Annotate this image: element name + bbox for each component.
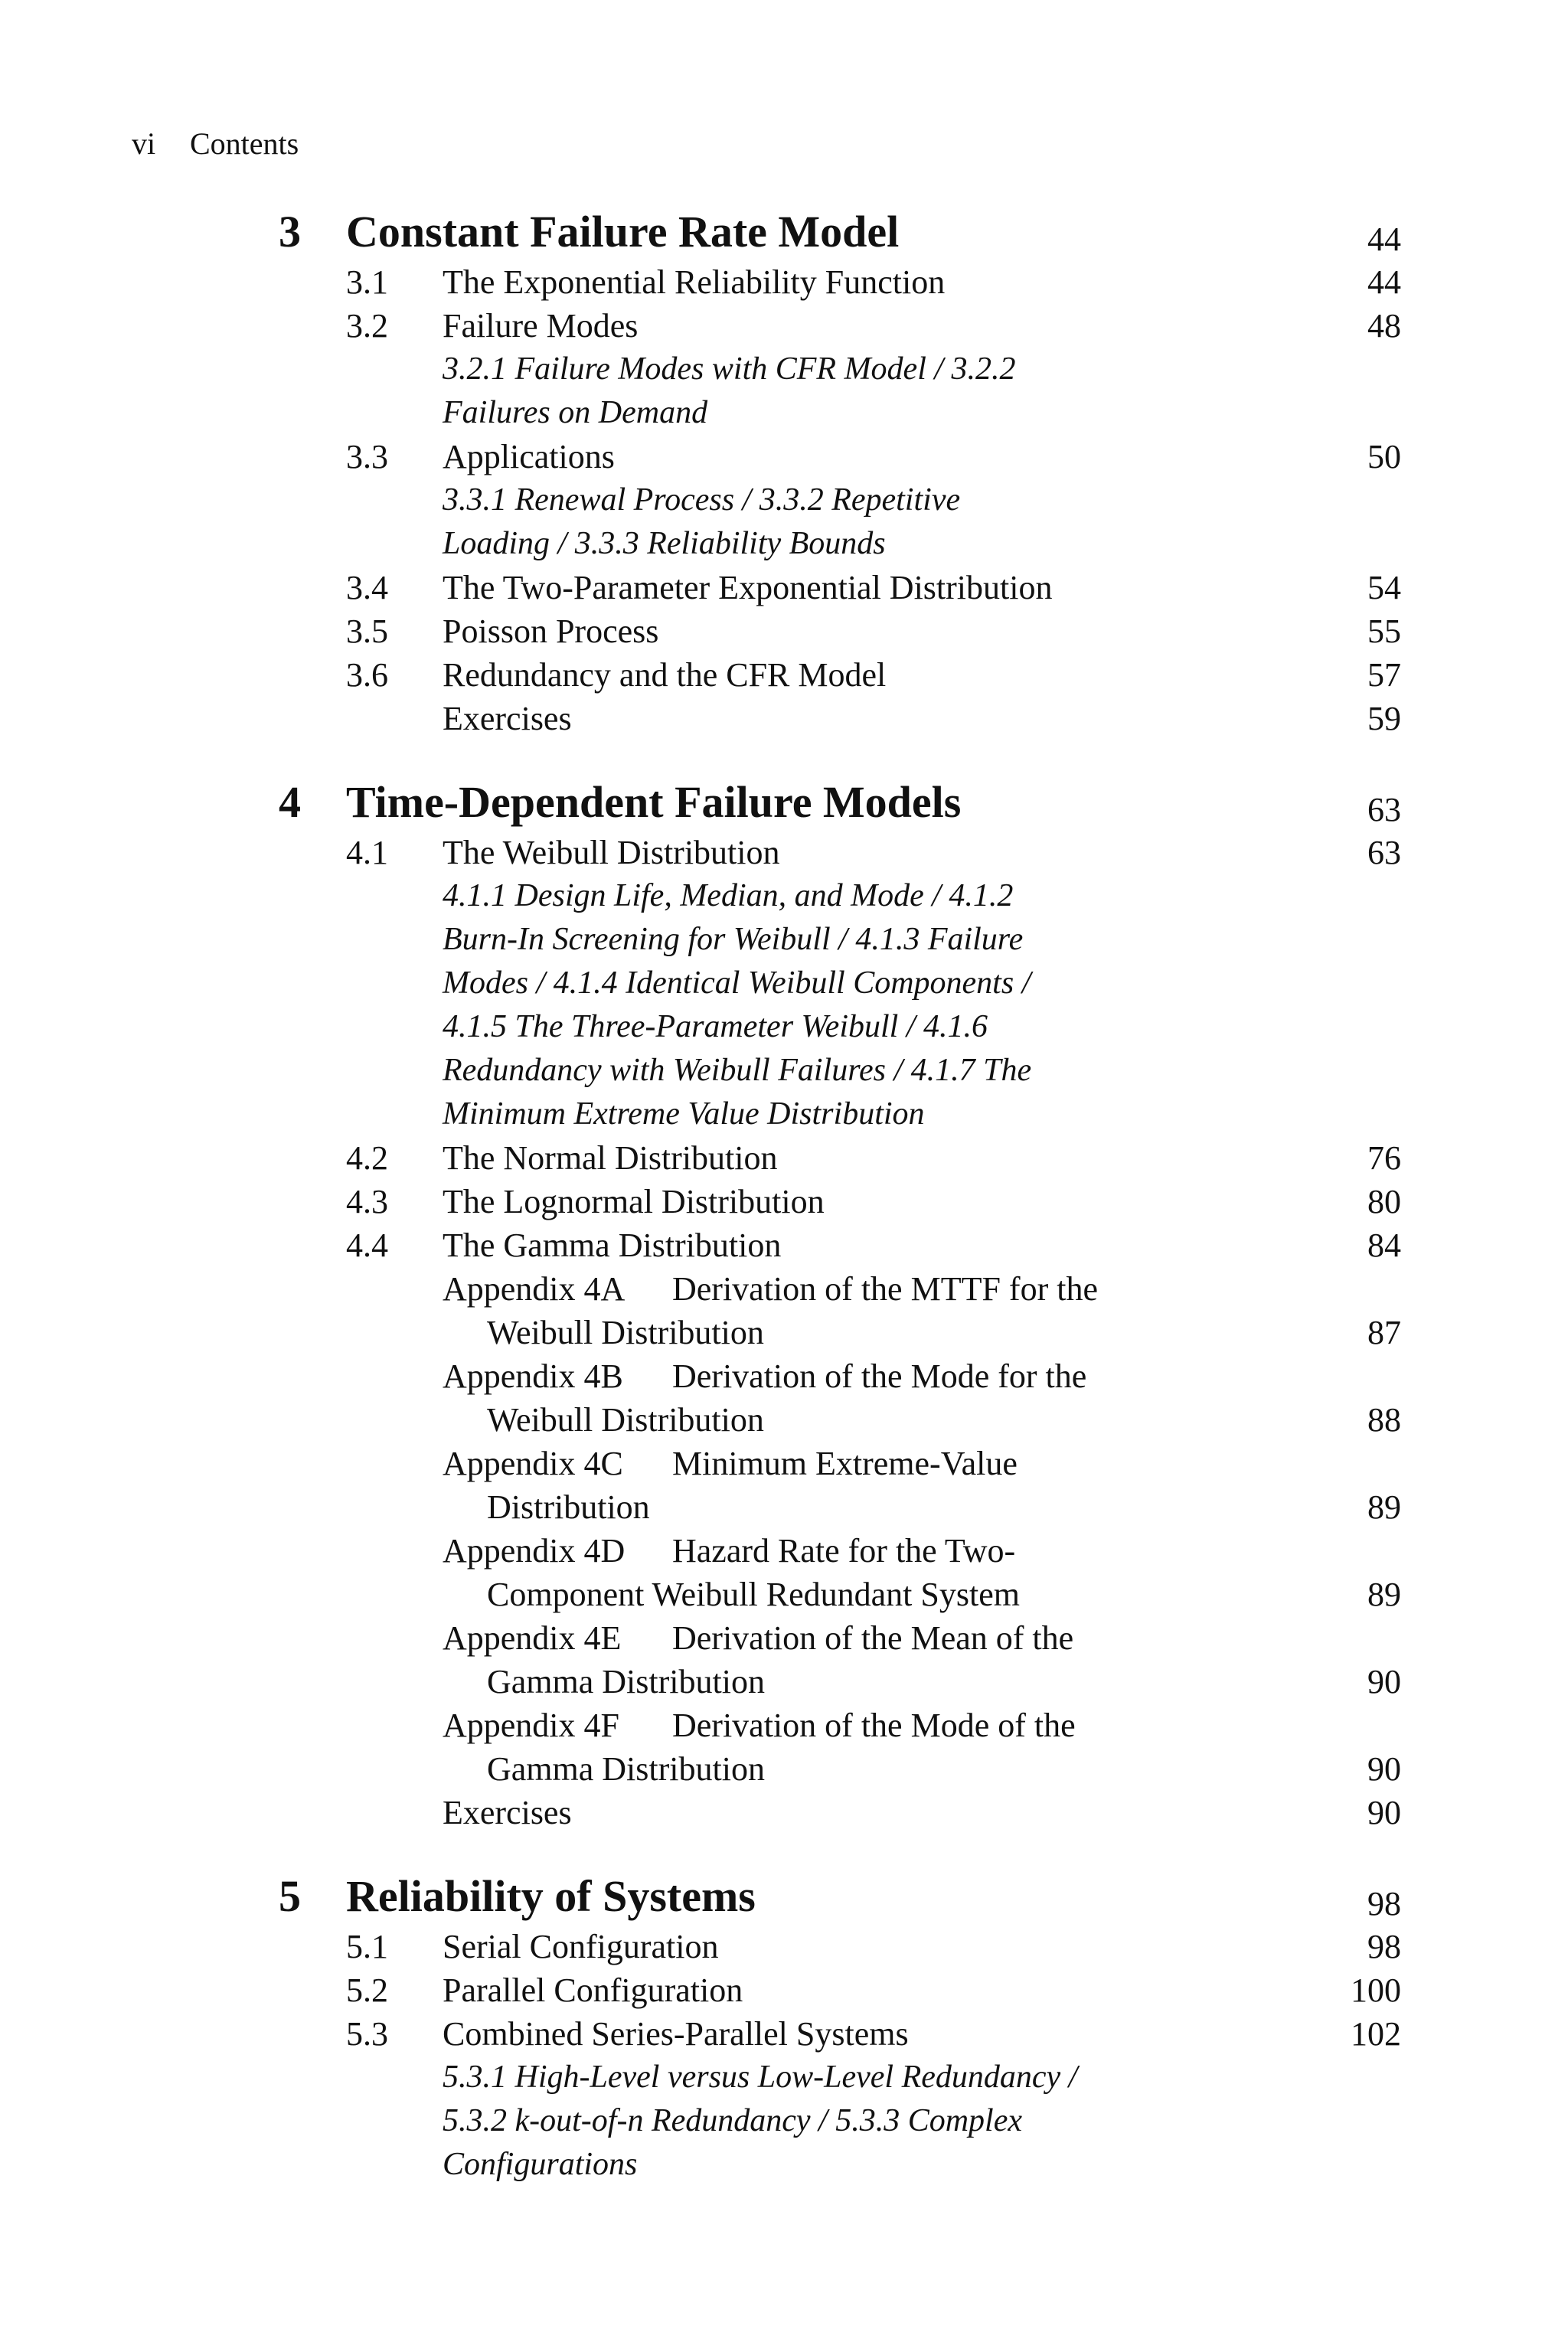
page-folio: vi bbox=[132, 126, 156, 161]
section-number: 4.1 bbox=[346, 834, 388, 871]
section-number: 3.1 bbox=[346, 263, 388, 301]
subsection-list-line: Redundancy with Weibull Failures / 4.1.7 The bbox=[443, 1053, 1032, 1088]
exercises-title: Exercises bbox=[443, 700, 572, 737]
appendix-code: Appendix 4C bbox=[443, 1445, 623, 1482]
appendix-page-number: 90 bbox=[1367, 1750, 1401, 1788]
section-page-number: 57 bbox=[1367, 656, 1401, 694]
appendix-title-continued: Distribution bbox=[487, 1488, 650, 1526]
section-page-number: 54 bbox=[1367, 569, 1401, 606]
subsection-list-line: 3.3.1 Renewal Process / 3.3.2 Repetitive bbox=[443, 482, 961, 518]
appendix-title: Hazard Rate for the Two- bbox=[672, 1532, 1016, 1570]
section-number: 3.6 bbox=[346, 656, 388, 694]
appendix-title-line bbox=[443, 1354, 1086, 1398]
section-title: Redundancy and the CFR Model bbox=[443, 656, 887, 694]
appendix-code: Appendix 4B bbox=[443, 1357, 623, 1395]
appendix-title-line bbox=[443, 1529, 1015, 1573]
section-number: 4.4 bbox=[346, 1227, 388, 1264]
appendix-title: Derivation of the Mean of the bbox=[672, 1619, 1074, 1657]
section-entry-5-1[interactable] bbox=[279, 1925, 1401, 1968]
chapter-page-number: 98 bbox=[1367, 1885, 1401, 1922]
appendix-code: Appendix 4F bbox=[443, 1707, 619, 1744]
section-title: The Lognormal Distribution bbox=[443, 1183, 825, 1220]
exercises-entry[interactable] bbox=[279, 697, 1401, 740]
section-page-number: 50 bbox=[1367, 438, 1401, 475]
subsection-list-line: Modes / 4.1.4 Identical Weibull Components / bbox=[443, 965, 1031, 1001]
subsection-list-line: Loading / 3.3.3 Reliability Bounds bbox=[443, 526, 886, 561]
section-number: 3.5 bbox=[346, 612, 388, 650]
section-title: Failure Modes bbox=[443, 307, 639, 345]
subsection-list-line: Configurations bbox=[443, 2147, 638, 2182]
appendix-title: Derivation of the Mode for the bbox=[672, 1357, 1087, 1395]
section-title: The Gamma Distribution bbox=[443, 1227, 782, 1264]
chapter-3 bbox=[279, 204, 1401, 740]
appendix-entry[interactable] bbox=[279, 1704, 1401, 1791]
section-entry-4-4[interactable] bbox=[279, 1223, 1401, 1267]
exercises-page-number: 59 bbox=[1367, 700, 1401, 737]
section-page-number: 44 bbox=[1367, 263, 1401, 301]
appendix-page-number: 89 bbox=[1367, 1488, 1401, 1526]
subsection-list-line: 4.1.5 The Three-Parameter Weibull / 4.1.6 bbox=[443, 1009, 988, 1044]
chapter-number: 4 bbox=[279, 777, 301, 827]
section-entry-4-1[interactable] bbox=[279, 831, 1401, 874]
appendix-title-continued: Gamma Distribution bbox=[487, 1663, 765, 1700]
section-entry-5-2[interactable] bbox=[279, 1968, 1401, 2012]
section-entry-4-2[interactable] bbox=[279, 1136, 1401, 1180]
section-title: Applications bbox=[443, 438, 615, 475]
table-of-contents bbox=[279, 204, 1401, 2220]
appendix-code: Appendix 4E bbox=[443, 1619, 622, 1657]
appendix-page-number: 88 bbox=[1367, 1401, 1401, 1439]
appendix-page-number: 87 bbox=[1367, 1314, 1401, 1351]
section-page-number: 80 bbox=[1367, 1183, 1401, 1220]
subsection-list-line: Minimum Extreme Value Distribution bbox=[443, 1096, 925, 1132]
section-entry-4-3[interactable] bbox=[279, 1180, 1401, 1223]
section-entry-3-4[interactable] bbox=[279, 566, 1401, 609]
appendix-entry[interactable] bbox=[279, 1442, 1401, 1529]
appendix-entry[interactable] bbox=[279, 1529, 1401, 1616]
section-title: The Normal Distribution bbox=[443, 1139, 778, 1177]
appendix-title-continued: Gamma Distribution bbox=[487, 1750, 765, 1788]
subsection-list-line: Failures on Demand bbox=[443, 395, 708, 430]
appendix-entry[interactable] bbox=[279, 1616, 1401, 1704]
section-entry-5-3[interactable] bbox=[279, 2012, 1401, 2056]
chapter-page-number: 63 bbox=[1367, 791, 1401, 828]
section-title: Combined Series-Parallel Systems bbox=[443, 2015, 909, 2053]
exercises-entry[interactable] bbox=[279, 1791, 1401, 1834]
section-page-number: 98 bbox=[1367, 1928, 1401, 1965]
section-entry-3-6[interactable] bbox=[279, 653, 1401, 697]
section-number: 3.4 bbox=[346, 569, 388, 606]
chapter-5 bbox=[279, 1868, 1401, 2187]
appendix-title: Minimum Extreme-Value bbox=[672, 1445, 1018, 1482]
subsection-list-line: 4.1.1 Design Life, Median, and Mode / 4.1.2 bbox=[443, 878, 1014, 913]
appendix-title: Derivation of the Mode of the bbox=[672, 1707, 1076, 1744]
running-head-title: Contents bbox=[190, 126, 299, 161]
chapter-heading[interactable] bbox=[279, 204, 1401, 260]
section-entry-3-5[interactable] bbox=[279, 609, 1401, 653]
section-entry-3-1[interactable] bbox=[279, 260, 1401, 304]
section-number: 5.2 bbox=[346, 1971, 388, 2009]
section-number: 3.2 bbox=[346, 307, 388, 345]
section-title: Poisson Process bbox=[443, 612, 659, 650]
exercises-page-number: 90 bbox=[1367, 1794, 1401, 1831]
appendix-entry[interactable] bbox=[279, 1354, 1401, 1442]
appendix-entry[interactable] bbox=[279, 1267, 1401, 1354]
section-title: The Weibull Distribution bbox=[443, 834, 780, 871]
appendix-title-continued: Component Weibull Redundant System bbox=[487, 1576, 1020, 1613]
section-number: 5.3 bbox=[346, 2015, 388, 2053]
appendix-page-number: 90 bbox=[1367, 1663, 1401, 1700]
running-head bbox=[132, 122, 299, 165]
section-title: The Two-Parameter Exponential Distribution bbox=[443, 569, 1053, 606]
section-number: 4.3 bbox=[346, 1183, 388, 1220]
chapter-heading[interactable] bbox=[279, 774, 1401, 831]
section-title: Serial Configuration bbox=[443, 1928, 719, 1965]
appendix-title-line bbox=[443, 1267, 1098, 1311]
appendix-page-number: 89 bbox=[1367, 1576, 1401, 1613]
section-title: Parallel Configuration bbox=[443, 1971, 743, 2009]
section-page-number: 100 bbox=[1351, 1971, 1401, 2009]
appendix-code: Appendix 4D bbox=[443, 1532, 626, 1570]
appendix-title-continued: Weibull Distribution bbox=[487, 1401, 764, 1439]
section-number: 4.2 bbox=[346, 1139, 388, 1177]
chapter-page-number: 44 bbox=[1367, 220, 1401, 258]
section-page-number: 48 bbox=[1367, 307, 1401, 345]
exercises-title: Exercises bbox=[443, 1794, 572, 1831]
section-page-number: 55 bbox=[1367, 612, 1401, 650]
section-page-number: 84 bbox=[1367, 1227, 1401, 1264]
chapter-heading[interactable] bbox=[279, 1868, 1401, 1925]
appendix-title-line bbox=[443, 1704, 1076, 1747]
subsection-list-line: 5.3.2 k-out-of-n Redundancy / 5.3.3 Complex bbox=[443, 2103, 1022, 2138]
chapter-title: Time-Dependent Failure Models bbox=[346, 777, 962, 827]
chapter-title: Reliability of Systems bbox=[346, 1871, 756, 1921]
appendix-title-line bbox=[443, 1442, 1018, 1485]
subsection-list-line: 3.2.1 Failure Modes with CFR Model / 3.2.2 bbox=[443, 351, 1016, 387]
section-title: The Exponential Reliability Function bbox=[443, 263, 946, 301]
section-number: 3.3 bbox=[346, 438, 388, 475]
section-number: 5.1 bbox=[346, 1928, 388, 1965]
appendix-title-continued: Weibull Distribution bbox=[487, 1314, 764, 1351]
chapter-4 bbox=[279, 774, 1401, 1834]
subsection-list-line: 5.3.1 High-Level versus Low-Level Redundancy / bbox=[443, 2060, 1078, 2095]
chapter-number: 5 bbox=[279, 1871, 301, 1921]
subsection-list-line: Burn-In Screening for Weibull / 4.1.3 Failure bbox=[443, 922, 1024, 957]
section-page-number: 102 bbox=[1351, 2015, 1401, 2053]
section-page-number: 76 bbox=[1367, 1139, 1401, 1177]
appendix-title: Derivation of the MTTF for the bbox=[672, 1270, 1098, 1308]
section-entry-3-2[interactable] bbox=[279, 304, 1401, 348]
chapter-number: 3 bbox=[279, 207, 301, 256]
chapter-title: Constant Failure Rate Model bbox=[346, 207, 900, 256]
section-entry-3-3[interactable] bbox=[279, 435, 1401, 479]
appendix-title-line bbox=[443, 1616, 1073, 1660]
section-page-number: 63 bbox=[1367, 834, 1401, 871]
appendix-code: Appendix 4A bbox=[443, 1270, 626, 1308]
